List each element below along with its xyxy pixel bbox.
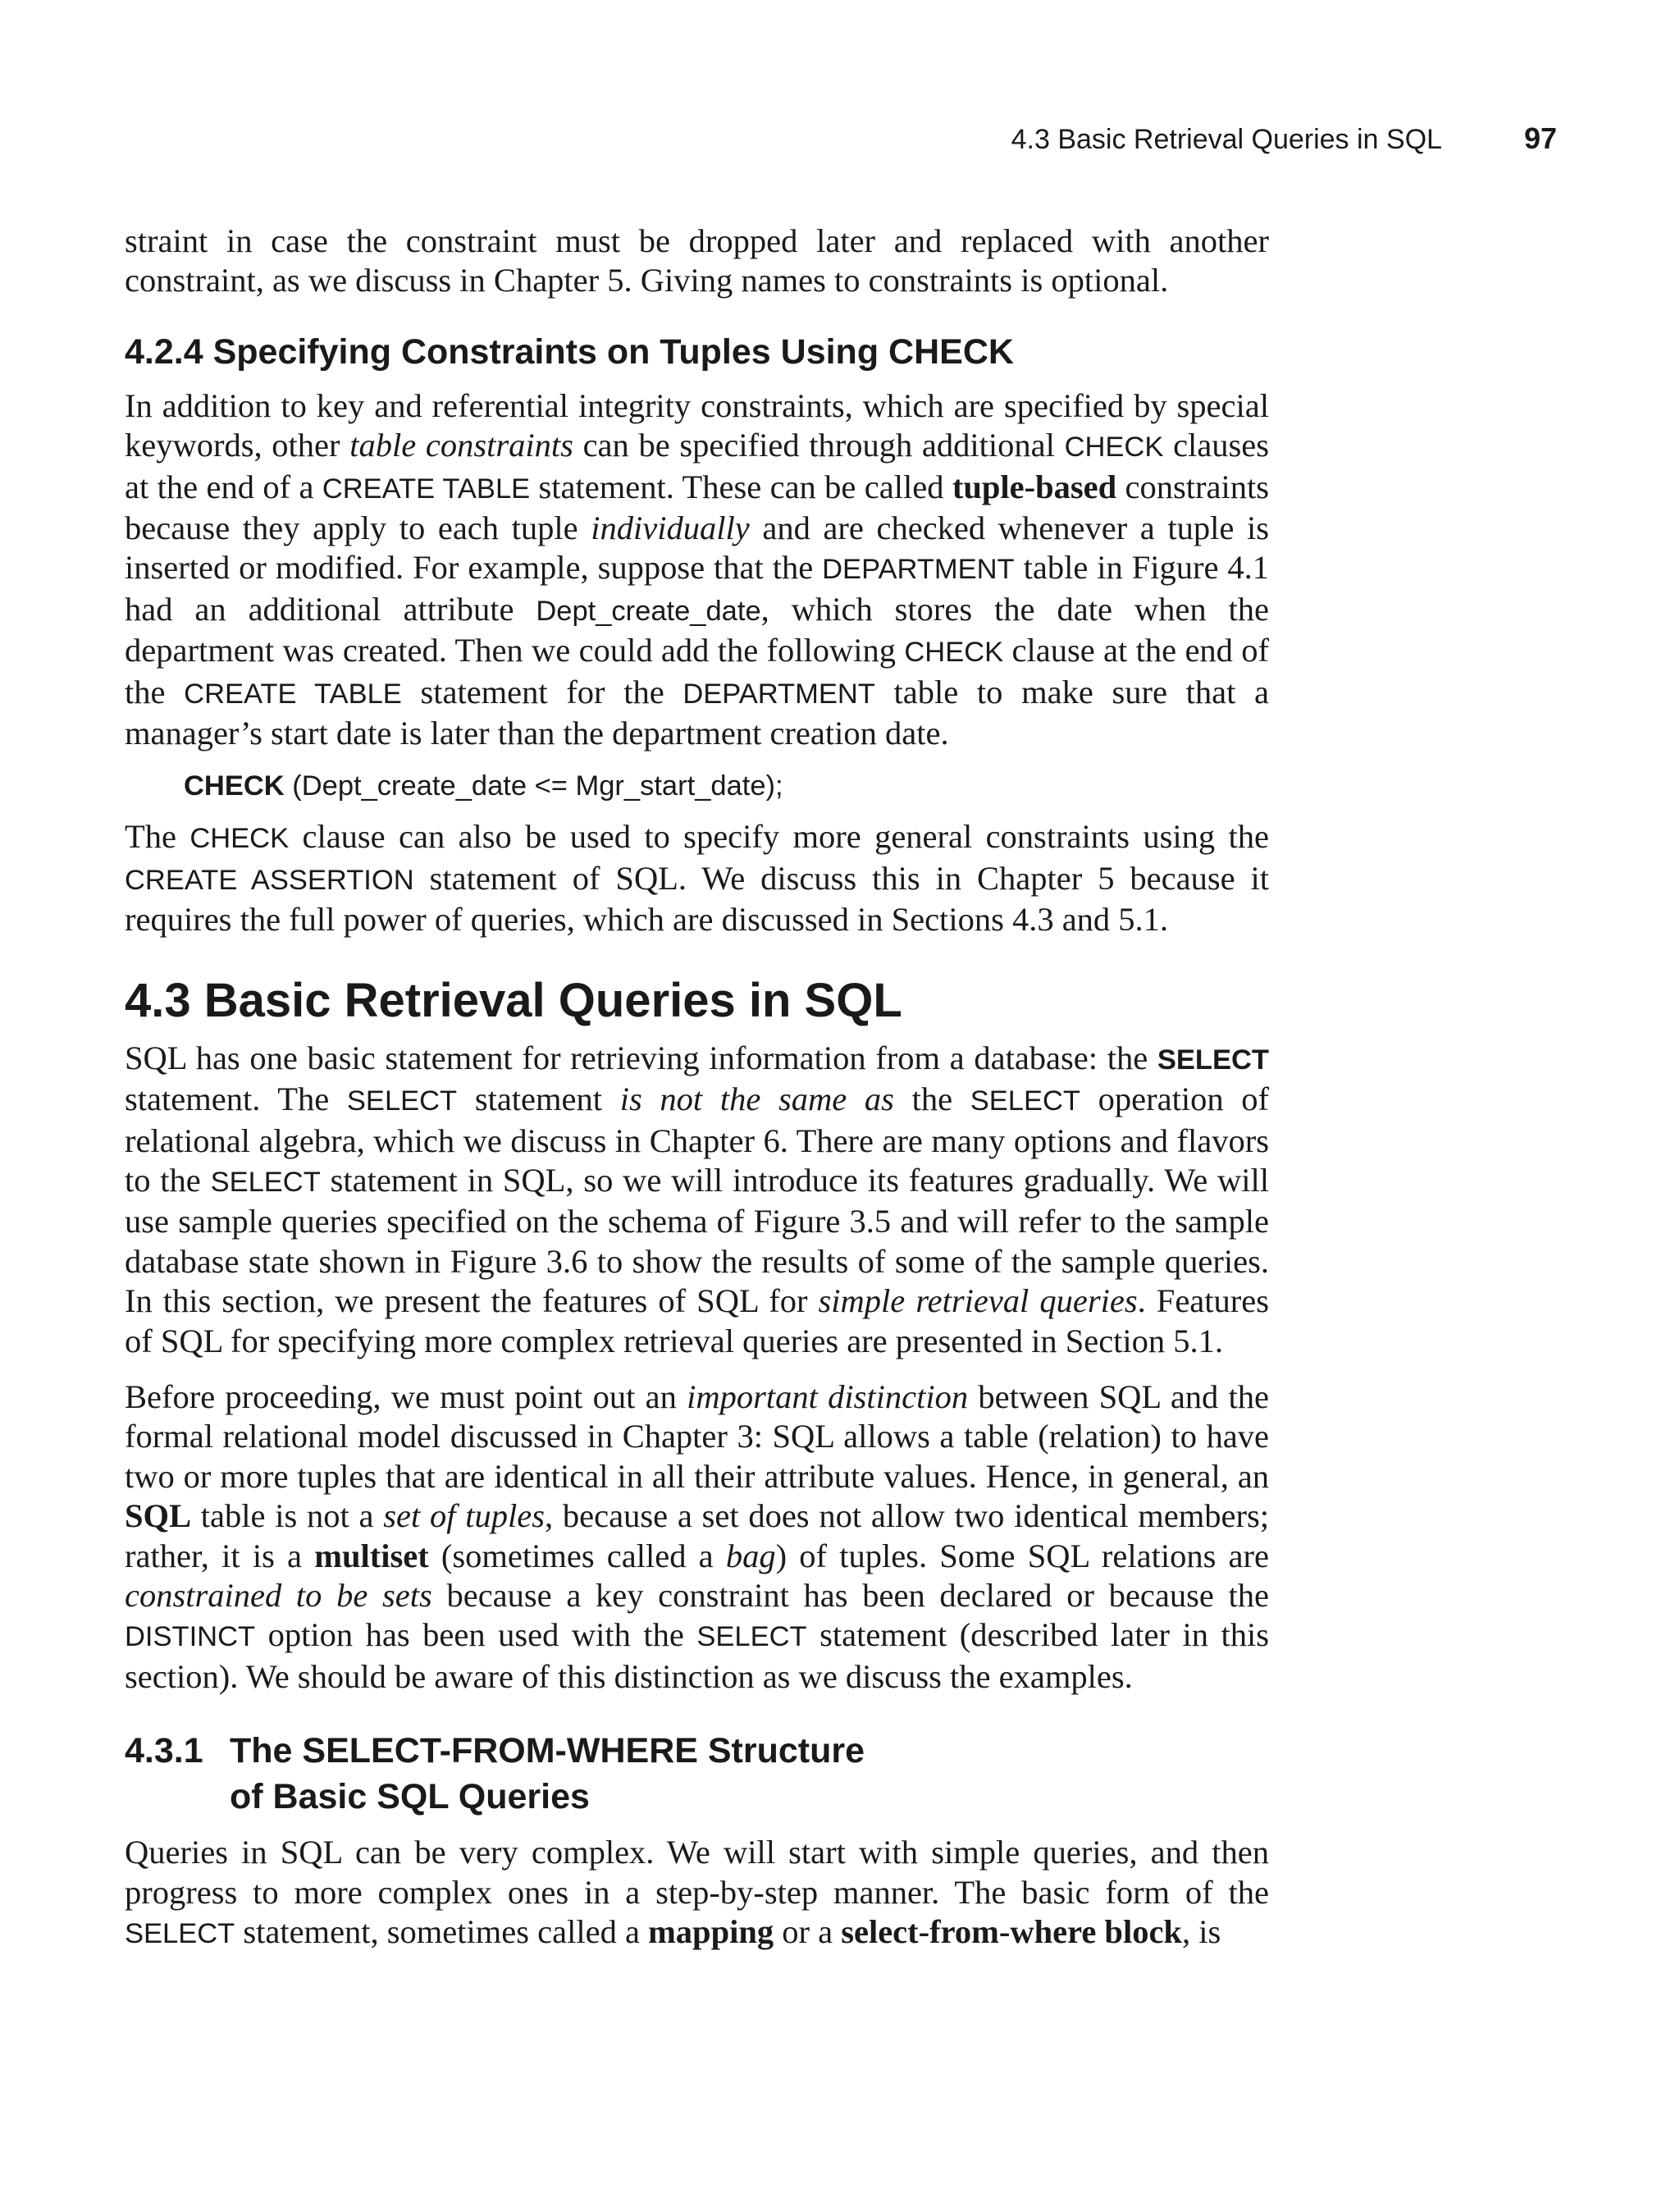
section-4-2-4-paragraph-1: In addition to key and referential integrity constraints, which are specified by special keywords, other table constraints can be specified through additional CHECK clauses at the end of a CREATE TABLE statement. These can be called tuple-based constraints because they apply to each tuple individually and are checked whenever a tuple is inserted or modified. For example, suppose that the DEPARTMENT table in Figure 4.1 had an additional attribute Dept_create_date, which stores the date when the department was created. Then we could add the following CHECK clause at the end of the CREATE TABLE statement for the DEPARTMENT table to make sure that a manager’s start date is later than the department creation date. bbox=[125, 386, 1270, 752]
section-heading-4-3: 4.3 Basic Retrieval Queries in SQL bbox=[125, 973, 902, 1027]
section-4-3-paragraph-2: Before proceeding, we must point out an important distinction between SQL and the formal relational model discussed in Chapter 3: SQL allows a table (relation) to have two or more tuples that are identical in all their attribute values. Hence, in general, an SQL table is not a set of tuples, because a set does not allow two identical members; rather, it is a multiset (sometimes called a bag) of tuples. Some SQL relations are constrained to be sets because a key constraint has been declared or because the DISTINCT option has been used with the SELECT statement (described later in this section). We should be aware of this distinction as we discuss the examples. bbox=[125, 1377, 1270, 1695]
page-number: 97 bbox=[1523, 121, 1557, 155]
running-head bbox=[1011, 121, 1557, 156]
running-title: 4.3 Basic Retrieval Queries in SQL bbox=[1011, 124, 1442, 155]
intro-paragraph: straint in case the constraint must be dropped later and replaced with another constraint, as we discuss in Chapter 5. Giving names to constraints is optional. bbox=[125, 222, 1269, 299]
section-number: 4.3.1 bbox=[125, 1731, 203, 1771]
section-4-3-paragraph-1: SQL has one basic statement for retrieving information from a database: the SELECT statement. The SELECT statement is not the same as the SELECT operation of relational algebra, which we discuss in Chapter 6. There are many options and flavors to the SELECT statement in SQL, so we will introduce its features gradually. We will use sample queries specified on the schema of Figure 3.5 and will refer to the sample database state shown in Figure 3.6 to show the results of some of the sample queries. In this section, we present the features of SQL for simple retrieval queries. Features of SQL for specifying more complex retrieval queries are presented in Section 5.1. bbox=[125, 1039, 1270, 1359]
section-title: The SELECT-FROM-WHERE Structure of Basic SQL Queries bbox=[230, 1731, 865, 1817]
section-4-2-4-paragraph-2: The CHECK clause can also be used to specify more general constraints using the CREATE ASSERTION statement of SQL. We discuss this in Chapter 5 because it requires the full power of queries, which are discussed in Sections 4.3 and 5.1. bbox=[125, 818, 1270, 939]
check-code-example bbox=[184, 766, 1269, 806]
section-heading-4-2-4: 4.2.4 Specifying Constraints on Tuples Using CHECK bbox=[125, 331, 1014, 372]
code-keyword: CHECK bbox=[184, 770, 285, 802]
section-heading-4-3-1 bbox=[125, 1728, 1269, 1820]
section-4-3-1-paragraph-1: Queries in SQL can be very complex. We will start with simple queries, and then progress to more complex ones in a step-by-step manner. The basic form of the SELECT statement, sometimes called a mapping or a select-from-where block, is bbox=[125, 1834, 1269, 1950]
page-body bbox=[125, 222, 1269, 1953]
code-expression: (Dept_create_date <= Mgr_start_date); bbox=[284, 770, 783, 802]
